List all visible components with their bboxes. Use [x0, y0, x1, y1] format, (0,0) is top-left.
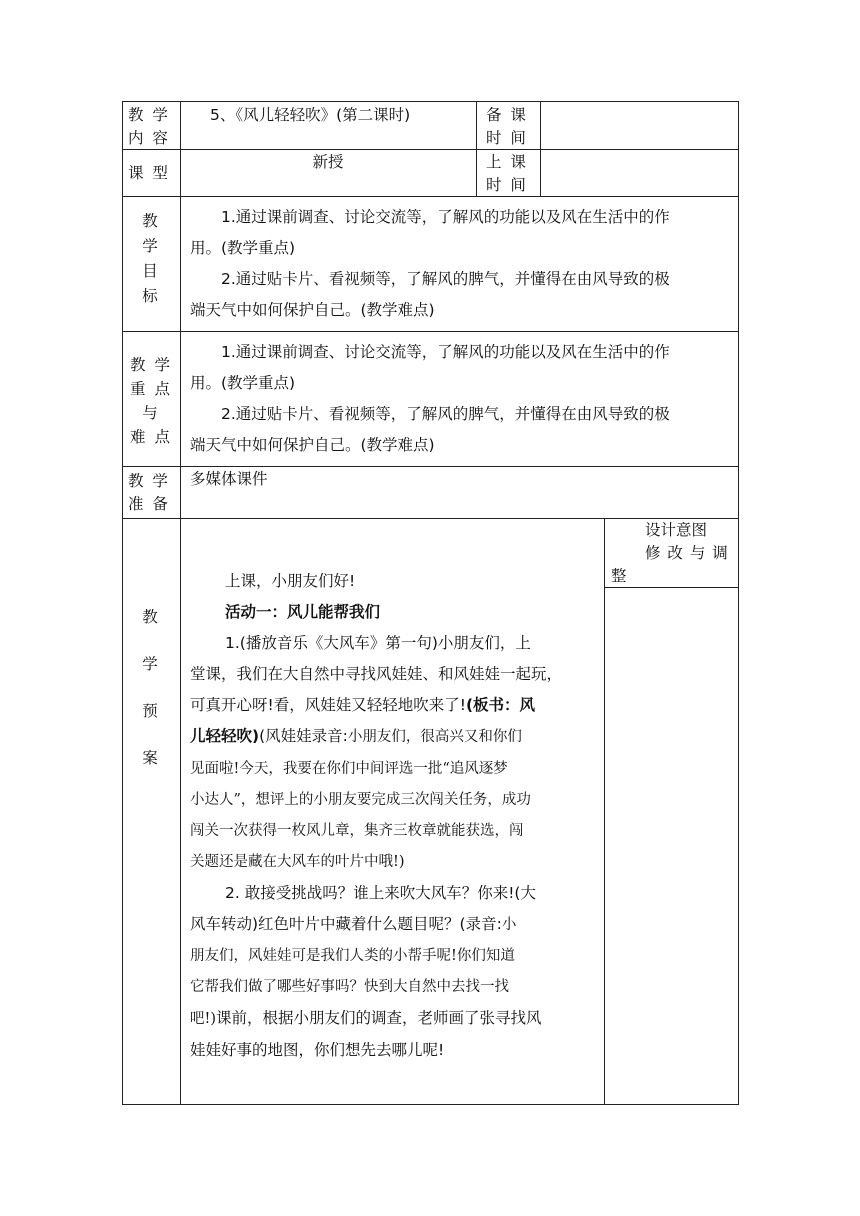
table-border-bottom [122, 1104, 739, 1105]
table-line-col1 [180, 101, 181, 1105]
content-value: 5、《风儿轻轻吹》(第二课时) [210, 106, 411, 124]
preparation-label: 教 学 准 备 [128, 472, 170, 513]
table-line-col-plan [604, 518, 605, 1105]
plan-body: 上课，小朋友们好! 活动一：风儿能帮我们 1.(播放音乐《大风车》第一句)小朋友们，上 堂课，我们在大自然中寻找风娃娃、和风娃娃一起玩， 可真开心呀!看，风娃娃又轻轻地吹来了!(板书：风 儿轻轻吹)(风娃娃录音:小朋友们，很高兴又和你们 见面啦!今天，我要在你们中间评选一批“追风逐梦 小达人”，想评上的小朋友要完成三次闯关任务，成功 闯关一次获得一枚风儿章，集齐三枚章就能获选，闯 关题还是藏在大风车的叶片中哦!) 2. 敢接受挑战吗？谁上来吹大风车？你来!(大 风车转动)红色叶片中藏着什么题目呢？(录音:小 朋友们，风娃娃可是我们人类的小帮手呢!你们知道 它帮我们做了哪些好事吗？快到大自然中去找一找 吧!)课前，根据小朋友们的调查，老师画了张寻找风 娃娃好事的地图，你们想先去哪儿呢! [190, 566, 600, 1067]
class-time-label: 上 课 时 间 [486, 153, 528, 194]
preparation-value: 多媒体课件 [190, 470, 268, 488]
activity-title: 活动一：风儿能帮我们 [225, 603, 381, 622]
table-border-right [738, 101, 739, 1105]
objectives-text: 1.通过课前调查、讨论交流等，了解风的功能以及风在生活中的作 用。(教学重点) 2.通过贴卡片、看视频等，了解风的脾气，并懂得在由风导致的极 端天气中如何保护自己。(教学难点) [190, 208, 670, 319]
type-label: 课 型 [128, 164, 170, 182]
content-label: 教 学 内 容 [128, 106, 170, 147]
table-line-col3 [540, 101, 541, 197]
table-line-row2 [122, 196, 739, 197]
table-line-row4 [122, 466, 739, 467]
prep-time-label: 备 课 时 间 [486, 106, 528, 147]
plan-side-header: 设计意图 修 改 与 调 整 [611, 521, 729, 585]
plan-label: 教 学 预 案 [142, 608, 160, 767]
table-line-row3 [122, 331, 739, 332]
key-points-label: 教 学 重 点 与 难 点 [130, 356, 172, 446]
greeting: 上课，小朋友们好! [225, 572, 356, 590]
table-line-row1 [122, 149, 739, 150]
table-border-top [122, 101, 739, 102]
objectives-label: 教 学 目 标 [142, 212, 160, 305]
table-line-col2 [476, 101, 477, 197]
key-points-text: 1.通过课前调查、讨论交流等，了解风的功能以及风在生活中的作 用。(教学重点) 2.通过贴卡片、看视频等，了解风的脾气，并懂得在由风导致的极 端天气中如何保护自己。(教学难点) [190, 343, 670, 454]
type-value: 新授 [312, 153, 344, 171]
